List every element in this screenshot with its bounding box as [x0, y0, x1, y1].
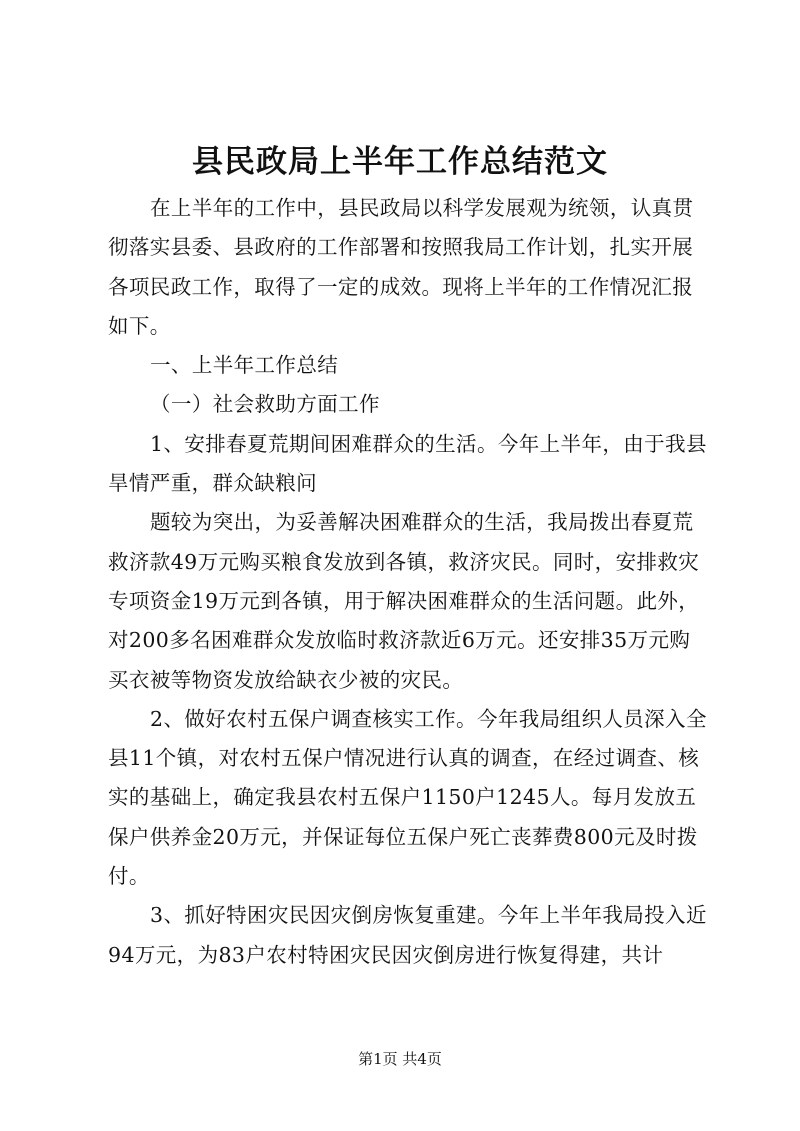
page-number-footer: 第1页 共4页 — [358, 1050, 442, 1068]
subsection-heading: （一）社会救助方面工作 — [150, 392, 380, 417]
paragraph-item-3: 3、抓好特困灾民因灾倒房恢复重建。今年上半年我局投入近94万元，为83户农村特困灾民因灾倒房进行恢复得建，共计 — [108, 903, 707, 967]
section-heading: 一、上半年工作总结 — [150, 353, 339, 378]
paragraph-item-1-start: 1、安排春夏荒期间困难群众的生活。今年上半年，由于我县旱情严重，群众缺粮问 — [108, 431, 707, 496]
paragraph-item-1-continued: 题较为突出，为妥善解决困难群众的生活，我局拨出春夏荒救济款49万元购买粮食发放到各镇，救济灾民。同时，安排救灾专项资金19万元到各镇，用于解决困难群众的生活问题。此外，对200多名困难群众发放临时救济款近6万元。还安排35万元购买衣被等物资发放给缺衣少被的灾民。 — [108, 510, 700, 692]
paragraph-intro: 在上半年的工作中，县民政局以科学发展观为统领，认真贯彻落实县委、县政府的工作部署和按照我局工作计划，扎实开展各项民政工作，取得了一定的成效。现将上半年的工作情况汇报如下。 — [108, 196, 694, 338]
document-title: 县民政局上半年工作总结范文 — [192, 144, 608, 180]
document-body — [108, 189, 708, 975]
paragraph-item-2: 2、做好农村五保户调查核实工作。今年我局组织人员深入全县11个镇，对农村五保户情况进行认真的调查，在经过调查、核实的基础上，确定我县农村五保户1150户1245人。每月发放五保户供养金20万元，并保证每位五保户死亡丧葬费800元及时拨付。 — [108, 706, 707, 889]
